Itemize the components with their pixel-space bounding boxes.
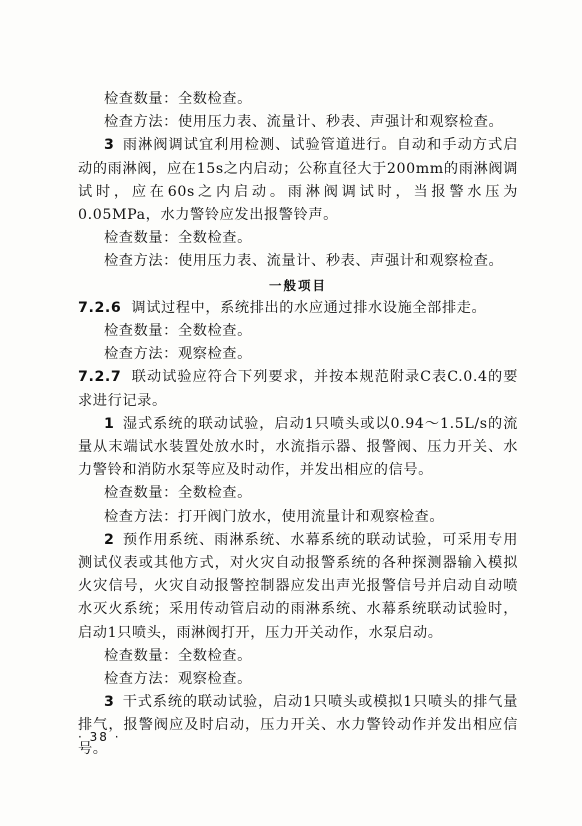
clause-7-2-6	[78, 297, 518, 320]
inspection-quantity: 检查数量：全数检查。	[104, 323, 252, 340]
inspection-quantity: 检查数量：全数检查。	[104, 647, 252, 664]
inspection-method: 检查方法：使用压力表、流量计、秒表、声强计和观察检查。	[104, 253, 504, 270]
item-number: 3	[104, 694, 115, 711]
clause-item-3	[78, 134, 518, 227]
item-number: 3	[104, 137, 115, 154]
inspection-method: 检查方法：使用压力表、流量计、秒表、声强计和观察检查。	[104, 114, 504, 131]
clause-item-1	[78, 413, 518, 483]
clause-item-3-dry	[78, 691, 518, 761]
item-text: 干式系统的联动试验，启动1只喷头或模拟1只喷头的排气量排气，报警阀应及时启动，压力开关、水力警铃动作并发出相应信号。	[78, 694, 518, 757]
item-text: 预作用系统、雨淋系统、水幕系统的联动试验，可采用专用测试仪表或其他方式，对火灾自动报警系统的各种探测器输入模拟火灾信号，火灾自动报警控制器应发出声光报警信号并启动自动喷水灭火系统；采用传动管启动的雨淋系统、水幕系统联动试验时，启动1只喷头，雨淋阀打开，压力开关动作，水泵启动。	[78, 531, 518, 641]
document-body	[78, 88, 518, 761]
section-heading: 一般项目	[268, 277, 327, 293]
item-text: 雨淋阀调试宜利用检测、试验管道进行。自动和手动方式启动的雨淋阀，应在15s之内启动；公称直径大于200mm的雨淋阀调试时，应在60s之内启动。雨淋阀调试时，当报警水压为0.05MPa，水力警铃应发出报警铃声。	[78, 137, 518, 224]
clause-text: 联动试验应符合下列要求，并按本规范附录C表C.0.4的要求进行记录。	[78, 369, 518, 409]
page-number: · 38 ·	[78, 730, 121, 744]
item-text: 湿式系统的联动试验，启动1只喷头或以0.94～1.5L/s的流量从末端试水装置处放水时，水流指示器、报警阀、压力开关、水力警铃和消防水泵等应及时动作，并发出相应的信号。	[78, 415, 518, 479]
inspection-quantity: 检查数量：全数检查。	[104, 91, 252, 107]
clause-number: 7.2.6	[78, 299, 122, 316]
clause-7-2-7	[78, 366, 518, 412]
item-number: 2	[104, 531, 115, 548]
item-number: 1	[104, 415, 115, 432]
clause-item-2	[78, 529, 518, 645]
inspection-method: 检查方法：观察检查。	[104, 346, 252, 363]
inspection-quantity: 检查数量：全数检查。	[104, 230, 252, 247]
clause-text: 调试过程中，系统排出的水应通过排水设施全部排走。	[131, 299, 487, 316]
inspection-quantity: 检查数量：全数检查。	[104, 485, 252, 502]
clause-number: 7.2.7	[78, 369, 122, 386]
inspection-method: 检查方法：打开阀门放水，使用流量计和观察检查。	[104, 508, 445, 525]
inspection-method: 检查方法：观察检查。	[104, 671, 252, 688]
